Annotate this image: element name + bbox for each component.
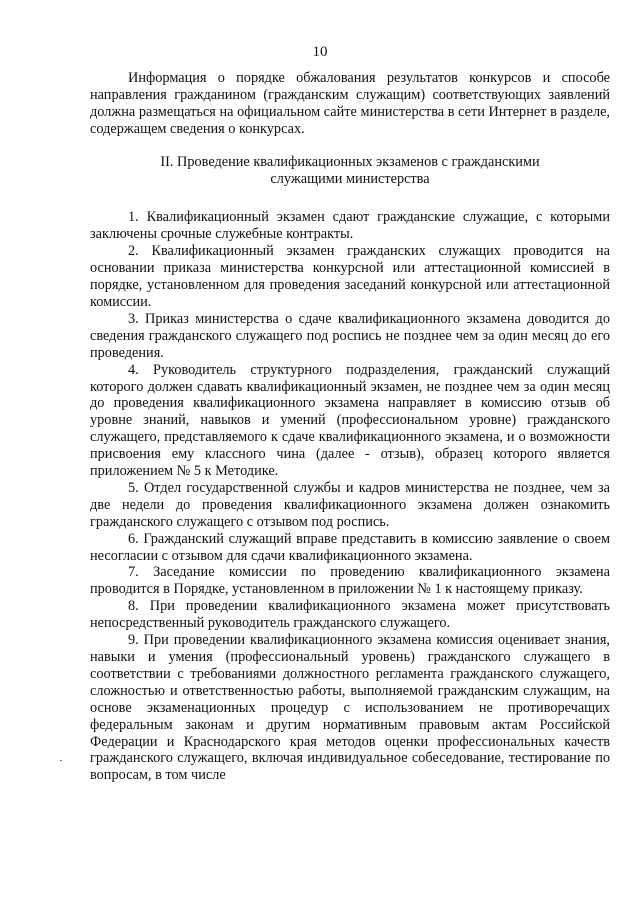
paragraph-3: 3. Приказ министерства о сдаче квалификационного экзамена доводится до сведения гражданского служащего под роспись не позднее чем за один месяц до его проведения. [90, 310, 610, 361]
paragraph-8: 8. При проведении квалификационного экзамена может присутствовать непосредственный руководитель гражданского служащего. [90, 598, 610, 632]
scan-mark [60, 760, 62, 761]
paragraph-1: 1. Квалификационный экзамен сдают гражданские служащие, с которыми заключены срочные служебные контракты. [90, 209, 610, 243]
paragraph-4: 4. Руководитель структурного подразделения, гражданский служащий которого должен сдавать квалификационный экзамен, не позднее чем за один месяц до проведения квалификационного экзамена направляет в комиссию отзыв об уровне знаний, навыков и умений (профессиональном уровне) гражданского служащего, представляемого к сдаче квалификационного экзамена, и о возможности присвоения ему классного чина (далее - отзыв), образец которого является приложением № 5 к Методике. [90, 361, 610, 480]
paragraph-6: 6. Гражданский служащий вправе представить в комиссию заявление о своем несогласии с отзывом для сдачи квалификационного экзамена. [90, 530, 610, 564]
paragraph-2: 2. Квалификационный экзамен гражданских служащих проводится на основании приказа министерства конкурсной или аттестационной комиссией в порядке, установленном для проведения заседаний конкурсной или аттестационной комиссии. [90, 243, 610, 310]
page-number: 10 [312, 44, 328, 60]
paragraph-7: 7. Заседание комиссии по проведению квалификационного экзамена проводится в Порядке, установленном в приложении № 1 к настоящему приказу. [90, 564, 610, 598]
intro-paragraph: Информация о порядке обжалования результатов конкурсов и способе направления гражданином (гражданским служащим) соответствующих заявлений должна размещаться на официальном сайте министерства в сети Интернет в разделе, содержащем сведения о конкурсах. [90, 70, 610, 137]
section-heading: II. Проведение квалификационных экзаменов с гражданскими служащими министерства [160, 153, 540, 187]
document-body [90, 70, 610, 784]
paragraph-5: 5. Отдел государственной службы и кадров министерства не позднее, чем за две недели до проведения квалификационного экзамена должен ознакомить гражданского служащего с отзывом под роспись. [90, 479, 610, 530]
paragraph-9: 9. При проведении квалификационного экзамена комиссия оценивает знания, навыки и умения (профессиональный уровень) гражданского служащего в соответствии с требованиями должностного регламента гражданского служащего, сложностью и ответственностью работы, выполняемой гражданским служащим, на основе экзаменационных процедур с использованием не противоречащих федеральным законам и другим нормативным правовым актам Российской Федерации и Краснодарского края методов оценки профессиональных качеств гражданского служащего, включая индивидуальное собеседование, тестирование по вопросам, в том числе [90, 632, 610, 784]
